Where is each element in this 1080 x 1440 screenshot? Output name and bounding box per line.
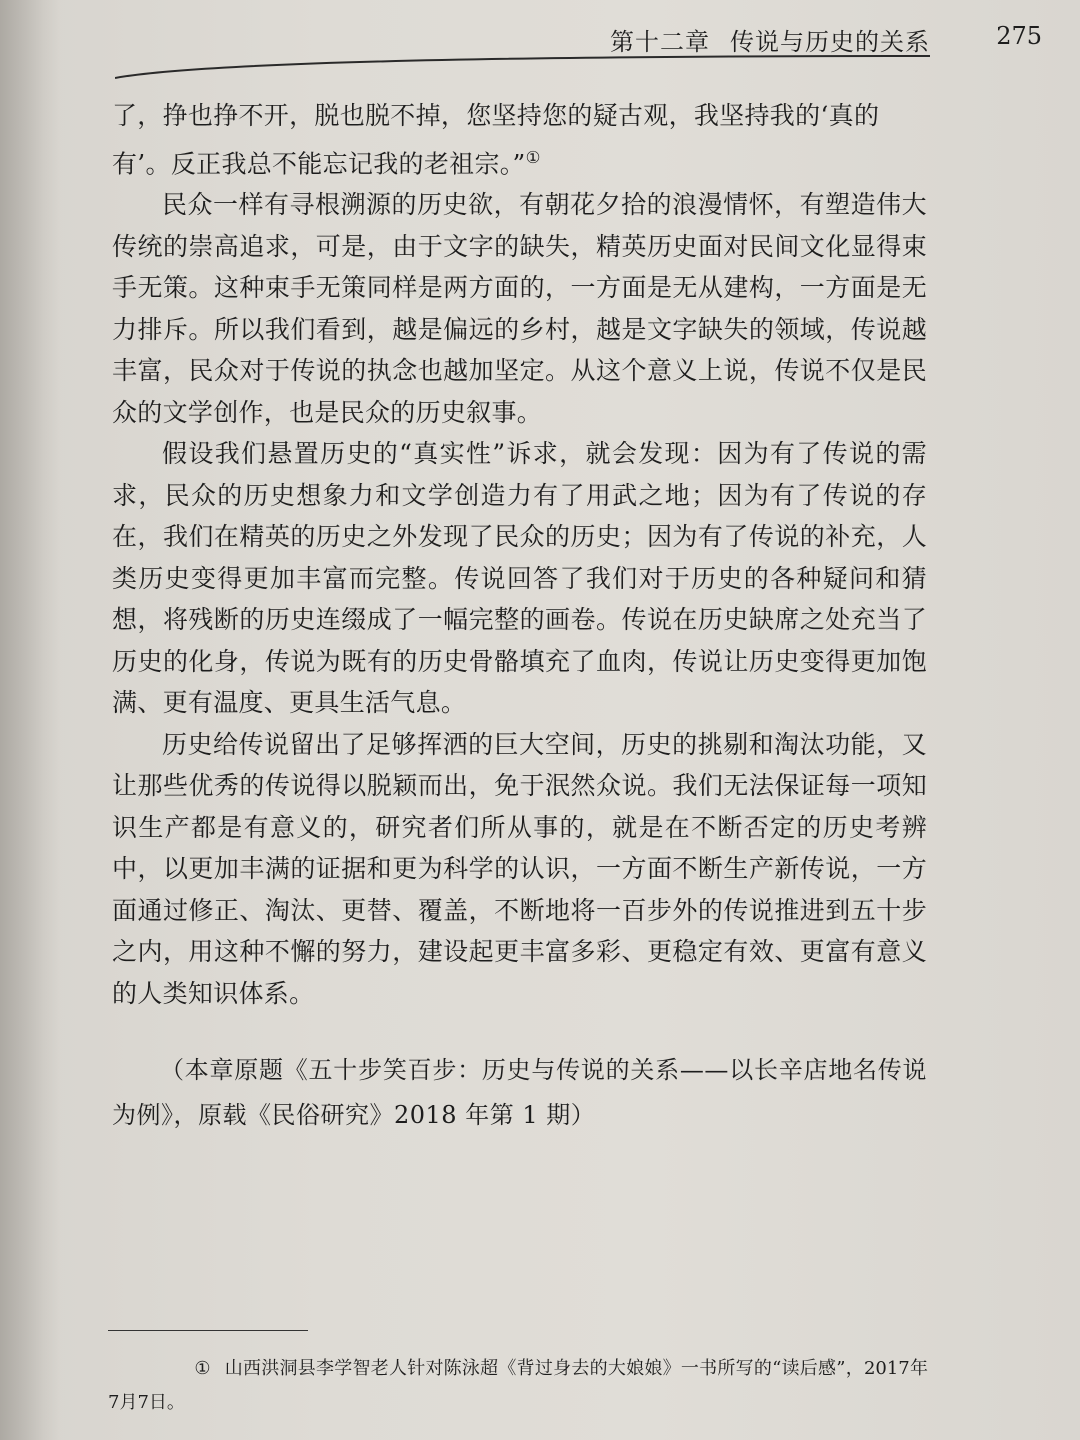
footnote-divider <box>108 1330 308 1331</box>
chapter-source-note: （本章原题《五十步笑百步：历史与传说的关系——以长辛店地名传说为例》，原载《民俗研究》2018 年第 1 期） <box>112 1056 927 1129</box>
body-text <box>112 95 927 1014</box>
chapter-label: 第十二章 <box>610 28 710 56</box>
footnote-text: 山西洪洞县李学智老人针对陈泳超《背过身去的大娘娘》一书所写的“读后感”，2017年7月7日。 <box>108 1358 928 1413</box>
paragraph-line: 了，挣也挣不开，脱也脱不掉，您坚持您的疑古观，我坚持我的‘真的 <box>112 101 880 130</box>
page-gutter-shadow <box>0 0 60 1440</box>
footnote-reference[interactable]: ① <box>525 147 541 167</box>
paragraph: 历史给传说留出了足够挥洒的巨大空间，历史的挑剔和淘汰功能，又让那些优秀的传说得以脱颖而出，免于泯然众说。我们无法保证每一项知识生产都是有意义的，研究者们所从事的，就是在不断否定的历史考辨中，以更加丰满的证据和更为科学的认识，一方面不断生产新传说，一方面通过修正、淘汰、更替、覆盖，不断地将一百步外的传说推进到五十步之内，用这种不懈的努力，建设起更丰富多彩、更稳定有效、更富有意义的人类知识体系。 <box>112 729 927 1008</box>
page-number: 275 <box>996 22 1042 50</box>
footnote <box>108 1352 928 1420</box>
header-rule <box>115 50 930 80</box>
footnote-mark: ① <box>194 1358 211 1379</box>
paragraph: 民众一样有寻根溯源的历史欲，有朝花夕拾的浪漫情怀，有塑造伟大传统的崇高追求，可是，由于文字的缺失，精英历史面对民间文化显得束手无策。这种束手无策同样是两方面的，一方面是无从建构，一方面是无力排斥。所以我们看到，越是偏远的乡村，越是文字缺失的领域，传说越丰富，民众对于传说的执念也越加坚定。从这个意义上说，传说不仅是民众的文学创作，也是民众的历史叙事。 <box>112 190 927 427</box>
paragraph: 假设我们悬置历史的“真实性”诉求，就会发现：因为有了传说的需求，民众的历史想象力和文学创造力有了用武之地；因为有了传说的存在，我们在精英的历史之外发现了民众的历史；因为有了传说的补充，人类历史变得更加丰富而完整。传说回答了我们对于历史的各种疑问和猜想，将残断的历史连缀成了一幅完整的画卷。传说在历史缺席之处充当了历史的化身，传说为既有的历史骨骼填充了血肉，传说让历史变得更加饱满、更有温度、更具生活气息。 <box>112 439 927 718</box>
chapter-title: 传说与历史的关系 <box>730 28 930 56</box>
paragraph-line: 有’。反正我总不能忘记我的老祖宗。” <box>112 148 526 178</box>
paragraph-continuation <box>112 95 927 184</box>
